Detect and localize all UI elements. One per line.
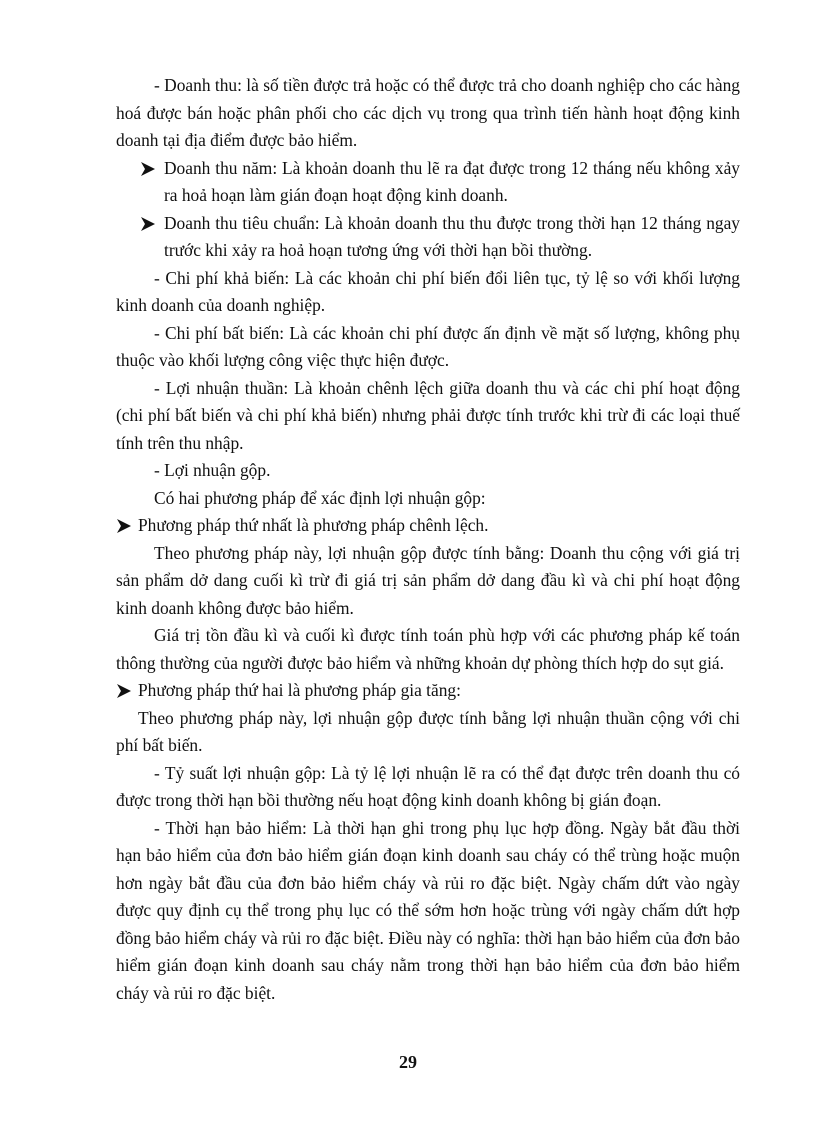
paragraph-doanh-thu: - Doanh thu: là số tiền được trả hoặc có thể được trả cho doanh nghiệp cho các hàng hoá được bán hoặc phân phối cho các dịch vụ trong qua trình tiến hành hoạt động kinh doanh tại địa điểm được bảo hiểm. [116,75,740,150]
paragraph-theo-pp-gia-tang: Theo phương pháp này, lợi nhuận gộp được tính bằng lợi nhuận thuần cộng với chi phí bất biến. [116,707,740,755]
bullet-text: Doanh thu năm: Là khoản doanh thu lẽ ra đạt được trong 12 tháng nếu không xảy ra hoả hoạn làm gián đoạn hoạt động kinh doanh. [164,157,740,205]
bullet-doanh-thu-nam [116,155,740,210]
paragraph-chi-phi-kha-bien: - Chi phí khả biến: Là các khoản chi phí biến đổi liên tục, tỷ lệ so với khối lượng kinh doanh của doanh nghiệp. [116,267,740,315]
document-body [116,72,740,1007]
paragraph-ty-suat: - Tỷ suất lợi nhuận gộp: Là tỷ lệ lợi nhuận lẽ ra có thể đạt được trên doanh thu có được trong thời hạn bồi thường nếu hoạt động kinh doanh không bị gián đoạn. [116,762,740,810]
paragraph-loi-nhuan-gop: - Lợi nhuận gộp. [154,460,271,480]
bullet-phuong-phap-thu-nhat [116,512,740,540]
bullet-text: Phương pháp thứ nhất là phương pháp chênh lệch. [138,515,489,535]
paragraph-co-hai-phuong-phap: Có hai phương pháp để xác định lợi nhuận gộp: [154,487,486,508]
paragraph-gia-tri-ton: Giá trị tồn đầu kì và cuối kì được tính toán phù hợp với các phương pháp kế toán thông thường của người được bảo hiểm và những khoản dự phòng thích hợp do sụt giá. [116,625,740,673]
bullet-doanh-thu-tieu-chuan [116,210,740,265]
paragraph-loi-nhuan-thuan: - Lợi nhuận thuần: Là khoản chênh lệch giữa doanh thu và các chi phí hoạt động (chi phí bất biến và chi phí khả biến) nhưng phải được tính trước khi trừ đi các loại thuế tính trên thu nhập. [116,377,740,453]
paragraph-thoi-han-bao-hiem: - Thời hạn bảo hiểm: Là thời hạn ghi trong phụ lục hợp đồng. Ngày bắt đầu thời hạn bảo hiểm của đơn bảo hiểm gián đoạn kinh doanh sau cháy có thể trùng hoặc muộn hơn ngày bắt đầu của đơn bảo hiểm cháy và rủi ro đặc biệt. Ngày chấm dứt vào ngày được quy định cụ thể trong phụ lục có thể sớm hơn hoặc trùng với ngày chấm dứt hợp đồng bảo hiểm cháy và rủi ro đặc biệt. Điều này có nghĩa: thời hạn bảo hiểm của đơn bảo hiểm gián đoạn kinh doanh sau cháy nằm trong thời hạn bảo hiểm của đơn bảo hiểm cháy và rủi ro đặc biệt. [116,817,740,1003]
arrow-bullet-icon [140,216,156,232]
arrow-bullet-icon [140,161,156,177]
arrow-bullet-icon [116,518,132,534]
paragraph-chi-phi-bat-bien: - Chi phí bất biến: Là các khoản chi phí được ấn định về mặt số lượng, không phụ thuộc vào khối lượng công việc thực hiện được. [116,322,740,370]
page-number: 29 [399,1052,417,1072]
arrow-bullet-icon [116,683,132,699]
paragraph-theo-pp-chenh-lech: Theo phương pháp này, lợi nhuận gộp được tính bằng: Doanh thu cộng với giá trị sản phẩm dở dang cuối kì trừ đi giá trị sản phẩm dở dang đầu kì và chi phí hoạt động kinh doanh không được bảo hiểm. [116,542,740,618]
bullet-phuong-phap-thu-hai [116,677,740,705]
bullet-text: Doanh thu tiêu chuẩn: Là khoản doanh thu thu được trong thời hạn 12 tháng ngay trước khi xảy ra hoả hoạn tương ứng với thời hạn bồi thường. [164,212,740,260]
bullet-text: Phương pháp thứ hai là phương pháp gia tăng: [138,680,461,700]
